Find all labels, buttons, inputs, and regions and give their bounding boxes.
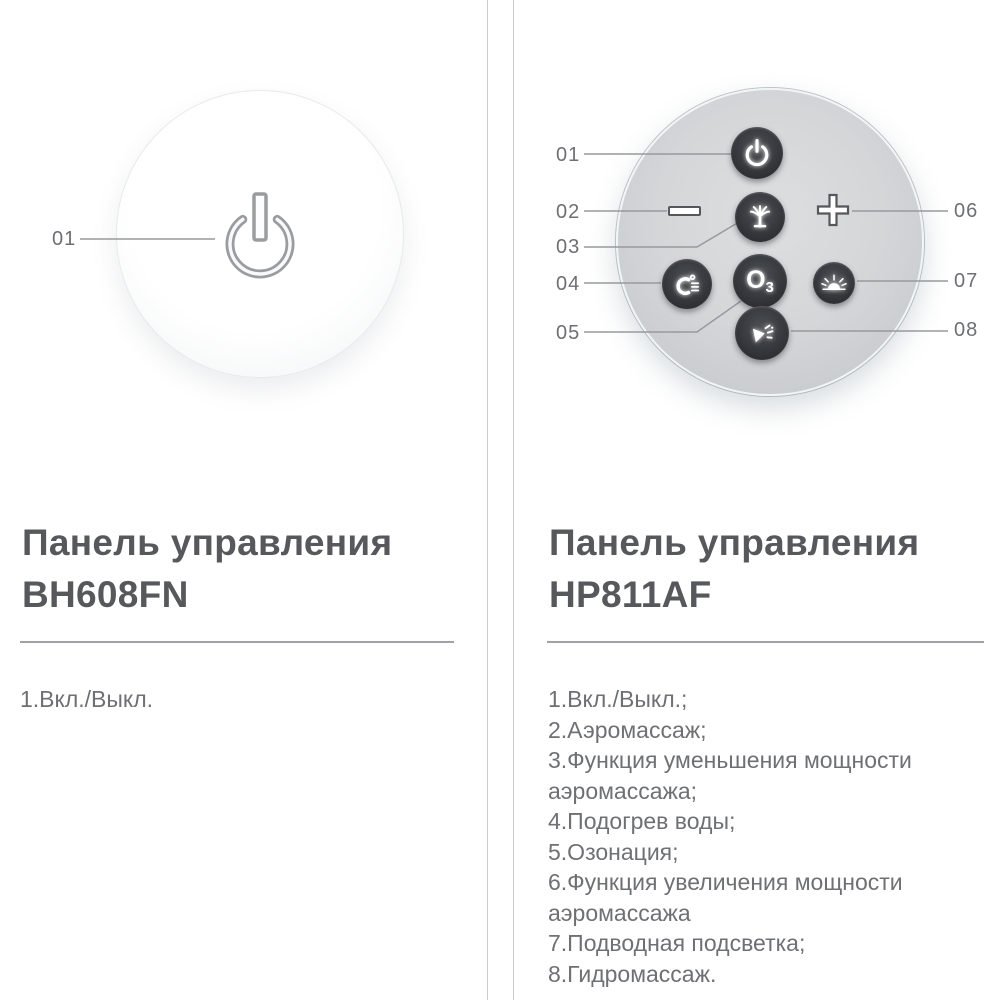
left-card-divider [20, 641, 454, 643]
plus-icon [816, 193, 850, 227]
water-heater-button [662, 259, 712, 309]
power-icon [741, 137, 773, 169]
right-card-title [549, 517, 919, 621]
feature-item: 3.Функция уменьшения мощности аэромассажа; [548, 747, 912, 804]
power-button [731, 127, 783, 179]
right-feature-list [548, 684, 994, 989]
feature-item: 4.Подогрев воды; [548, 808, 736, 834]
callout-label-04: 04 [556, 273, 581, 295]
right-card-divider [547, 641, 984, 643]
callout-label-06: 06 [954, 200, 979, 222]
o3-label: O3 [746, 265, 774, 296]
left-feature-list [20, 684, 470, 715]
hydromassage-button [735, 306, 789, 360]
callout-label-01: 01 [556, 144, 581, 166]
column-separator-left [487, 0, 488, 1000]
callout-label-03: 03 [556, 236, 581, 258]
feature-item: 1.Вкл./Выкл. [20, 686, 154, 712]
callout-label-08: 08 [954, 319, 979, 341]
aeromassage-button [735, 192, 785, 242]
underwater-light-button [813, 262, 855, 304]
left-card-title-line2: BH608FN [22, 574, 189, 615]
feature-item: 2.Аэромассаж; [548, 716, 707, 743]
water-jet-icon [746, 317, 778, 349]
ozone-button [733, 254, 787, 308]
right-card-title-line1: Панель управления [549, 522, 920, 563]
feature-item: 1.Вкл./Выкл.; [548, 686, 688, 712]
feature-item: 6.Функция увеличения мощности аэромассажа [548, 869, 903, 926]
feature-item: 8.Гидромассаж. [548, 960, 717, 987]
callout-label-07: 07 [954, 270, 979, 292]
left-card-title-line1: Панель управления [22, 522, 393, 563]
minus-icon [668, 206, 701, 216]
feature-item: 5.Озонация; [548, 838, 679, 865]
callout-label-02: 02 [556, 201, 581, 223]
column-separator-right [513, 0, 514, 1000]
callout-label-05: 05 [556, 322, 581, 344]
callout-label-left-01: 01 [52, 228, 77, 250]
sun-light-icon [820, 272, 848, 294]
power-icon [216, 188, 304, 286]
fountain-spray-icon [745, 202, 775, 232]
water-heating-icon [671, 270, 703, 299]
right-card-title-line2: HP811AF [549, 574, 712, 615]
left-card-title [22, 517, 392, 621]
feature-item: 7.Подводная подсветка; [548, 930, 806, 956]
